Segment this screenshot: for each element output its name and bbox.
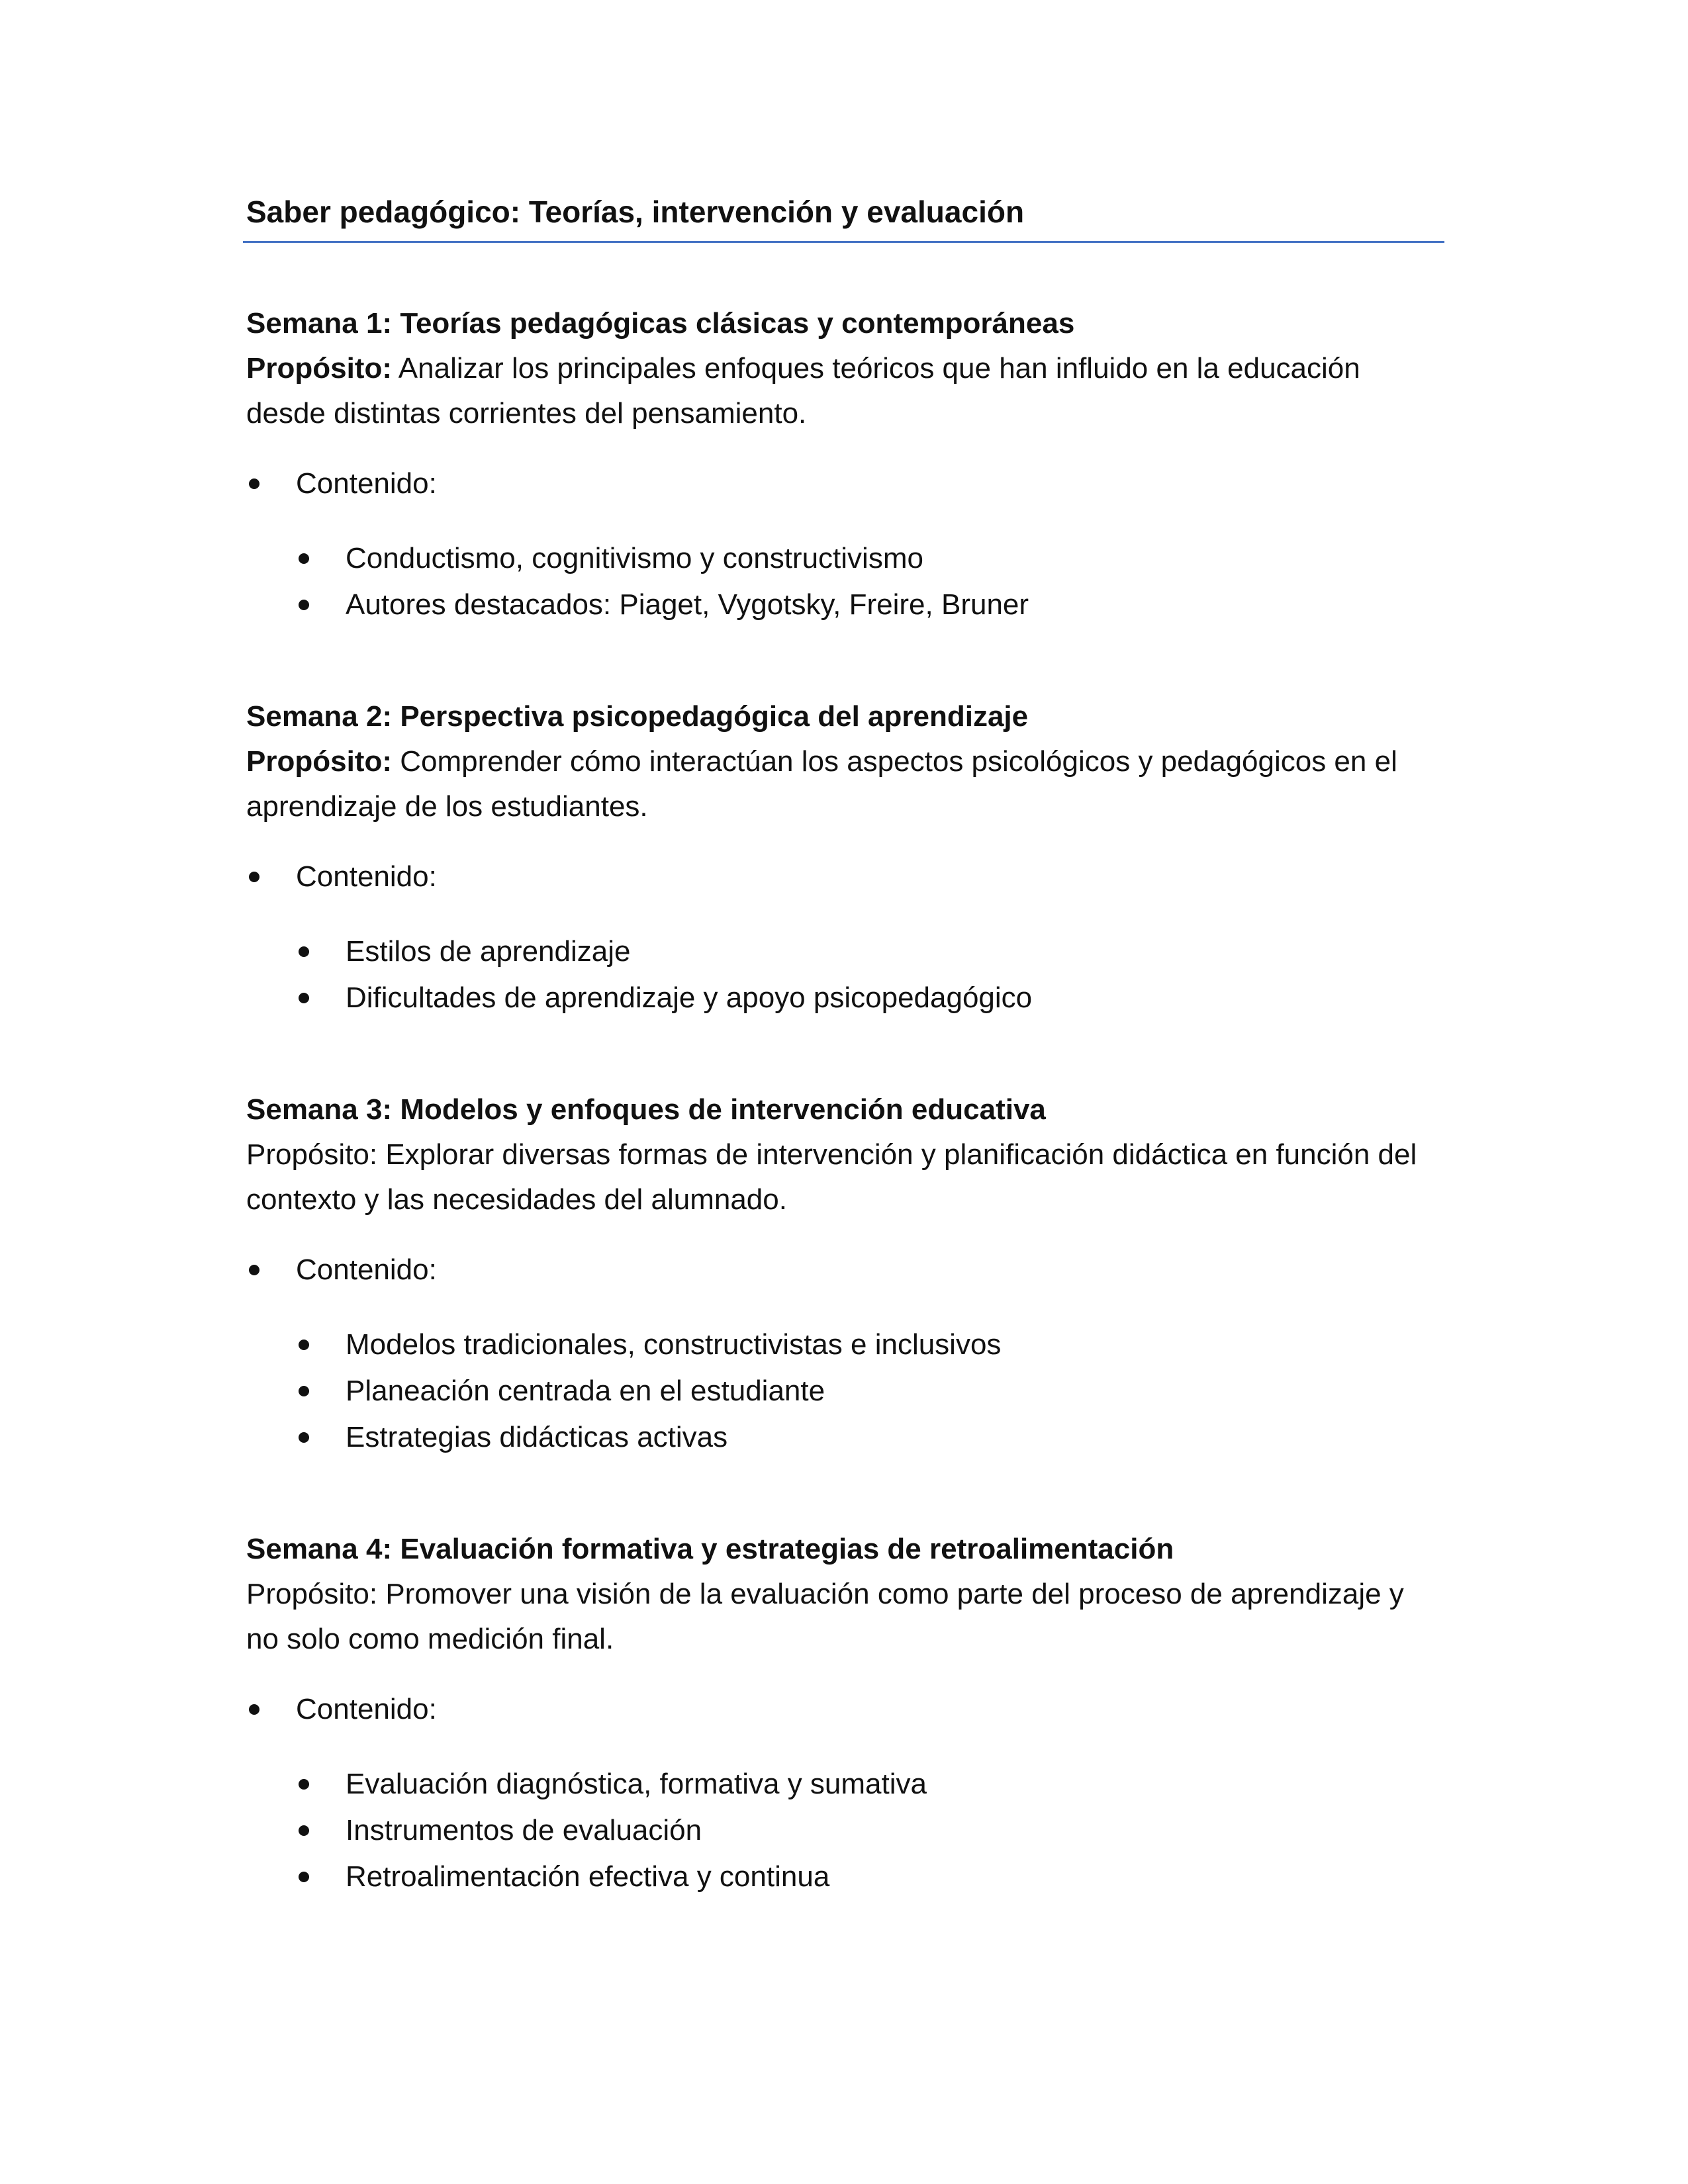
week-section-3	[246, 1087, 1444, 1461]
bullet-icon	[299, 1340, 309, 1350]
purpose-label: Propósito:	[246, 352, 392, 385]
week-title: Semana 1: Teorías pedagógicas clásicas y contemporáneas	[246, 307, 1075, 340]
content-heading	[246, 1687, 1444, 1900]
week-title: Semana 4: Evaluación formativa y estrategias de retroalimentación	[246, 1533, 1174, 1565]
list-item	[296, 975, 1444, 1021]
bullet-icon	[299, 600, 309, 610]
week-section-4	[246, 1527, 1444, 1900]
bullet-icon	[249, 1704, 259, 1715]
list-item	[296, 1807, 1444, 1854]
week-section-1	[246, 301, 1444, 628]
content-list	[246, 1687, 1444, 1900]
content-sublist	[246, 535, 1444, 628]
week-section-2	[246, 694, 1444, 1021]
list-item-text: Evaluación diagnóstica, formativa y sumativa	[346, 1768, 927, 1800]
bullet-icon	[299, 1825, 309, 1836]
bullet-icon	[299, 1432, 309, 1443]
list-item	[296, 1322, 1444, 1368]
bullet-icon	[299, 993, 309, 1003]
week-purpose	[246, 739, 1438, 829]
week-purpose	[246, 1572, 1438, 1662]
week-purpose	[246, 1132, 1438, 1222]
bullet-icon	[299, 553, 309, 564]
content-sublist	[246, 1322, 1444, 1461]
purpose-text: Comprender cómo interactúan los aspectos psicológicos y pedagógicos en el aprendizaje de los estudiantes.	[246, 745, 1397, 823]
list-item	[296, 1854, 1444, 1900]
bullet-icon	[299, 1872, 309, 1882]
list-item	[296, 582, 1444, 628]
purpose-text: Explorar diversas formas de intervención y planificación didáctica en función del contexto y las necesidades del alumnado.	[246, 1138, 1417, 1216]
bullet-icon	[249, 478, 259, 489]
content-sublist	[246, 929, 1444, 1021]
document-page	[246, 192, 1444, 1900]
spacer	[246, 243, 1444, 301]
bullet-icon	[299, 1386, 309, 1396]
purpose-text: Analizar los principales enfoques teóricos que han influido en la educación desde distintas corrientes del pensamiento.	[246, 352, 1360, 430]
content-heading	[246, 854, 1444, 1021]
list-item-text: Autores destacados: Piaget, Vygotsky, Freire, Bruner	[346, 588, 1029, 621]
content-label: Contenido:	[296, 1253, 437, 1286]
list-item	[296, 1761, 1444, 1807]
bullet-icon	[299, 1779, 309, 1790]
list-item	[296, 535, 1444, 582]
content-heading	[246, 1248, 1444, 1461]
content-label: Contenido:	[296, 1693, 437, 1725]
list-item	[296, 929, 1444, 975]
week-title: Semana 2: Perspectiva psicopedagógica del aprendizaje	[246, 700, 1029, 733]
content-list	[246, 461, 1444, 628]
content-list	[246, 854, 1444, 1021]
list-item-text: Estrategias didácticas activas	[346, 1421, 728, 1453]
purpose-label: Propósito:	[246, 1138, 378, 1171]
list-item-text: Conductismo, cognitivismo y constructivismo	[346, 542, 923, 574]
list-item-text: Dificultades de aprendizaje y apoyo psicopedagógico	[346, 981, 1033, 1014]
bullet-icon	[299, 946, 309, 957]
list-item-text: Retroalimentación efectiva y continua	[346, 1860, 830, 1893]
list-item	[296, 1368, 1444, 1414]
purpose-text: Promover una visión de la evaluación como parte del proceso de aprendizaje y no solo como medición final.	[246, 1578, 1404, 1655]
content-label: Contenido:	[296, 860, 437, 893]
week-purpose	[246, 346, 1438, 436]
content-list	[246, 1248, 1444, 1461]
purpose-label: Propósito:	[246, 745, 392, 778]
bullet-icon	[249, 1265, 259, 1275]
document-title: Saber pedagógico: Teorías, intervención y evaluación	[243, 192, 1444, 243]
list-item-text: Modelos tradicionales, constructivistas e inclusivos	[346, 1328, 1002, 1361]
content-label: Contenido:	[296, 467, 437, 500]
content-sublist	[246, 1761, 1444, 1900]
list-item-text: Instrumentos de evaluación	[346, 1814, 702, 1846]
list-item-text: Estilos de aprendizaje	[346, 935, 631, 968]
content-heading	[246, 461, 1444, 628]
week-title: Semana 3: Modelos y enfoques de intervención educativa	[246, 1093, 1046, 1126]
purpose-label: Propósito:	[246, 1578, 378, 1610]
list-item	[296, 1414, 1444, 1461]
bullet-icon	[249, 872, 259, 882]
list-item-text: Planeación centrada en el estudiante	[346, 1375, 825, 1407]
